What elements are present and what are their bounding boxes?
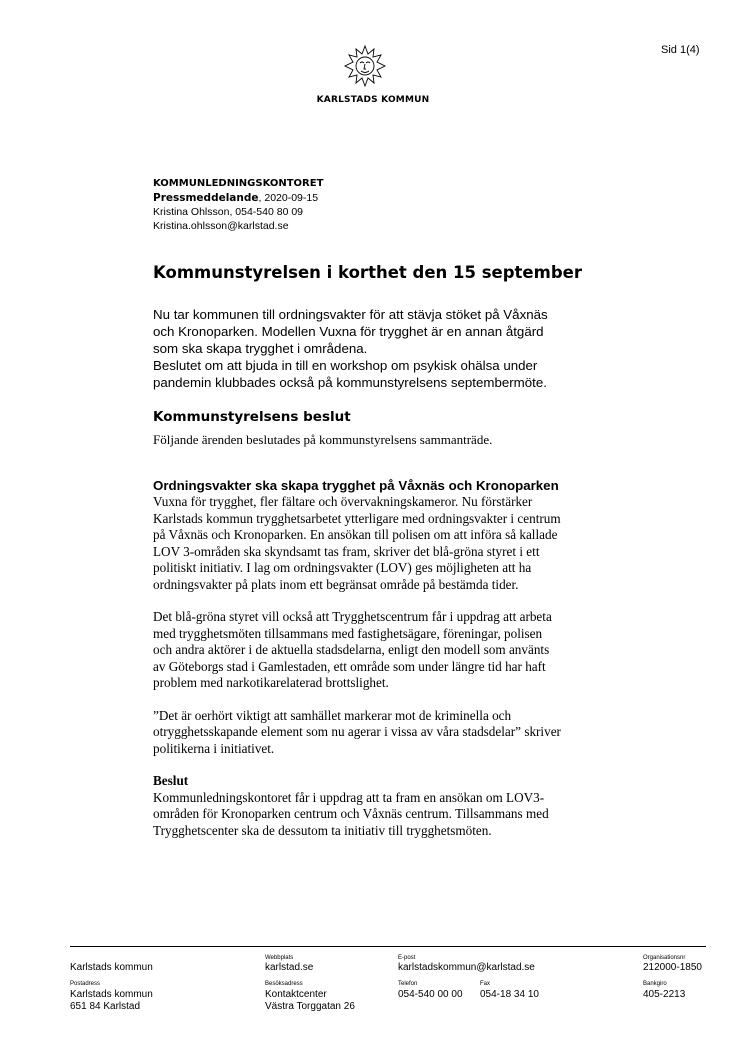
article-line: Trygghetscenter ska de dessutom ta initiativ till trygghetsmöten. (153, 822, 492, 838)
footer-orgnr: 212000-1850 (643, 962, 702, 973)
page-number: Sid 1(4) (661, 44, 700, 56)
footer-postadress-1: Karlstads kommun (70, 989, 153, 1000)
footer-web-label: Webbplats (265, 955, 294, 961)
doc-type: Pressmeddelande (153, 192, 259, 204)
footer-bankgiro: 405-2213 (643, 989, 686, 1000)
page-title: Kommunstyrelsen i korthet den 15 september (153, 263, 582, 282)
contact-line: Kristina Ohlsson, 054-540 80 09 (153, 206, 304, 218)
beslut-heading: Beslut (153, 773, 189, 788)
document-meta (153, 177, 323, 233)
footer-divider (70, 946, 706, 947)
article-line: Det blå-gröna styret vill också att Trygghetscentrum får i uppdrag att arbeta (153, 609, 552, 624)
footer-postadress-label: Postadress (70, 981, 101, 987)
footer-postadress-2: 651 84 Karlstad (70, 1001, 141, 1012)
doc-type-line (153, 191, 323, 205)
footer-besok-2: Västra Torggatan 26 (265, 1001, 355, 1012)
intro-line: och Kronoparken. Modellen Vuxna för trygghet är en annan åtgärd (153, 324, 544, 339)
article-line: politikerna i initiativet. (153, 740, 275, 756)
department: KOMMUNLEDNINGSKONTORET (153, 178, 324, 189)
org-logo-text: KARLSTADS KOMMUN (316, 95, 430, 105)
intro-line: Beslutet om att bjuda in till en workshop om psykisk ohälsa under (153, 358, 538, 373)
footer-orgnr-label: Organisationsnr (643, 955, 686, 961)
decisions-text: Följande ärenden beslutades på kommunstyrelsens sammanträde. (153, 432, 493, 447)
article-line: med trygghetsmöten tillsammans med fastighetsägare, föreningar, polisen (153, 625, 543, 641)
article-line: Vuxna för trygghet, fler fältare och övervakningskameror. Nu förstärker (153, 494, 533, 509)
article-line: områden för Kronoparken centrum och Våxnäs centrum. Tillsammans med (153, 806, 549, 821)
footer-besok-1: Kontaktcenter (265, 989, 327, 1000)
article-line: ”Det är oerhört viktigt att samhället markerar mot de kriminella och (153, 707, 512, 723)
article-line: och andra aktörer i de aktuella stadsdelarna, enligt den modell som använts (153, 642, 550, 657)
article-heading: Ordningsvakter ska skapa trygghet på Våxnäs och Kronoparken (153, 478, 559, 493)
article-line: Kommunledningskontoret får i uppdrag att ta fram en ansökan om LOV3- (153, 789, 545, 805)
article-line: LOV 3-områden ska skyndsamt tas fram, skriver det blå-gröna styret i ett (153, 543, 540, 559)
article-line: på Våxnäs och Kronoparken. En ansökan till polisen om att införa så kallade (153, 527, 558, 542)
footer-web-link[interactable]: karlstad.se (265, 962, 314, 973)
footer-fax-label: Fax (480, 981, 491, 987)
footer-bankgiro-label: Bankgiro (643, 981, 667, 987)
footer-email-link[interactable]: karlstadskommun@karlstad.se (398, 962, 535, 973)
article-line: Karlstads kommun trygghetsarbetet ytterligare med ordningsvakter i centrum (153, 510, 561, 526)
article-line: politiskt initiativ. I lag om ordningsvakter (LOV) ges möjligheten att ha (153, 560, 532, 575)
contact-email: Kristina.ohlsson@karlstad.se (153, 220, 289, 232)
footer-besok-label: Besöksadress (265, 981, 303, 987)
intro-line: pandemin klubbades också på kommunstyrelsens septembermöte. (153, 375, 547, 390)
footer-telefon: 054-540 00 00 (398, 989, 463, 1000)
footer-fax: 054-18 34 10 (480, 989, 539, 1000)
intro-line: Nu tar kommunen till ordningsvakter för att stävja stöket på Våxnäs (153, 307, 548, 322)
article-line: ordningsvakter på plats inom ett begränsat område på bestämda tider. (153, 576, 519, 592)
intro-paragraph (153, 306, 613, 391)
decisions-heading: Kommunstyrelsens beslut (153, 409, 351, 425)
sun-logo-icon (343, 44, 387, 88)
article-line: otrygghetsskapande element som nu agerar i vissa av våra stadsdelar” skriver (153, 724, 561, 739)
footer-org-name: Karlstads kommun (70, 962, 153, 973)
doc-date: , 2020-09-15 (258, 192, 319, 204)
article-line: av Göteborgs stad i Gamlestaden, ett område som under längre tid har haft (153, 658, 546, 674)
article-line: problem med narkotikarelaterad brottslighet. (153, 675, 389, 690)
footer-telefon-label: Telefon (398, 981, 418, 987)
intro-line: som ska skapa trygghet i områdena. (153, 341, 368, 356)
footer-email-label: E-post (398, 955, 416, 961)
article (153, 478, 623, 839)
